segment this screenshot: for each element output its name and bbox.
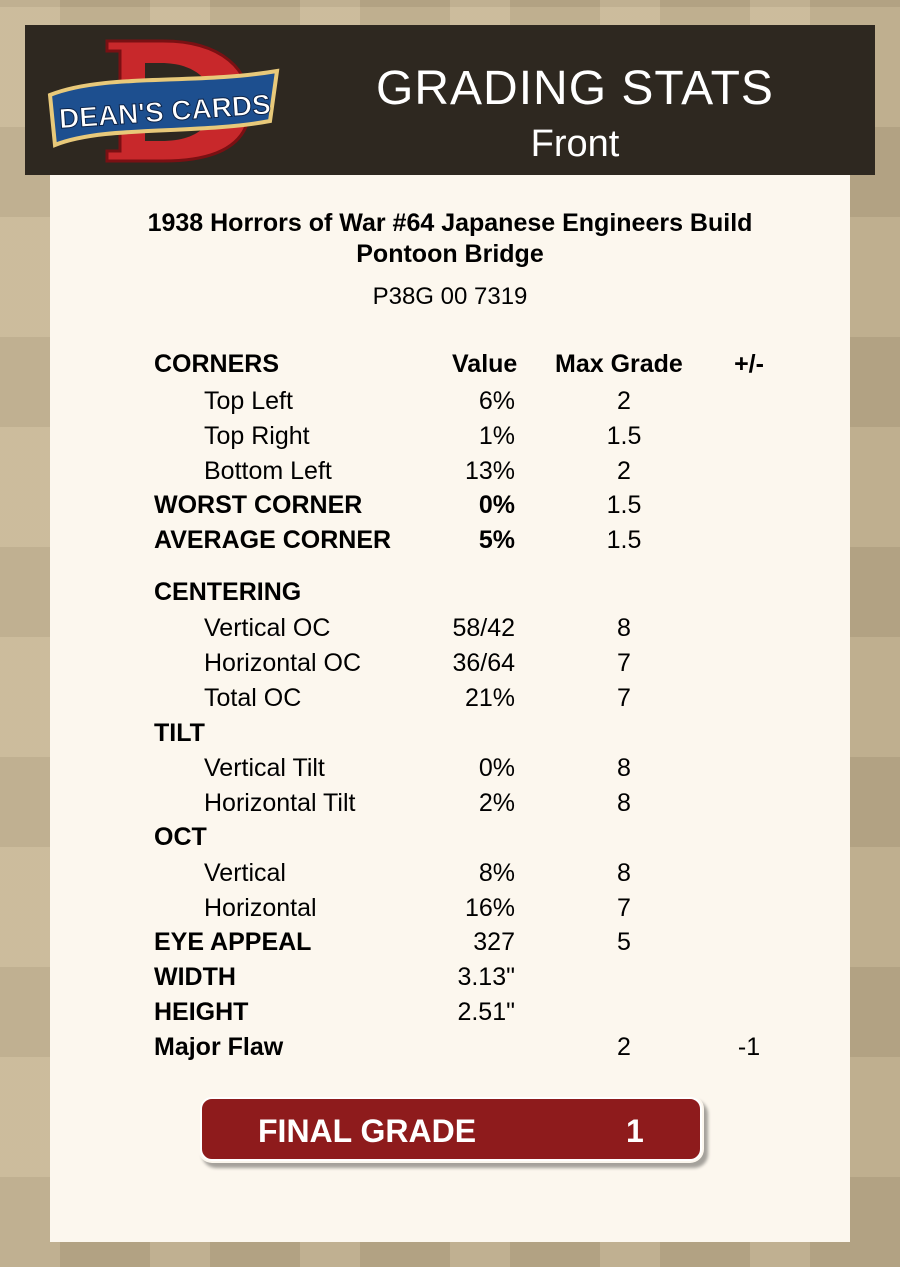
table-row: Top Left 6% 2	[204, 387, 631, 415]
row-value: 2%	[478, 789, 515, 817]
table-row: Total OC 21% 7	[204, 684, 631, 712]
table-row: Top Right 1% 1.5	[204, 422, 642, 450]
table-row: Horizontal OC 36/64 7	[204, 649, 631, 677]
table-row: Bottom Left 13% 2	[204, 457, 631, 485]
row-label: AVERAGE CORNER	[154, 526, 392, 554]
worst-corner-row: WORST CORNER 0% 1.5	[154, 491, 642, 519]
table-row: Vertical Tilt 0% 8	[204, 754, 631, 782]
cert-number: P38G 00 7319	[372, 283, 528, 310]
page-subtitle: Front	[530, 123, 620, 165]
row-value: 16%	[464, 894, 515, 922]
eye-appeal-row: EYE APPEAL 327 5	[154, 928, 631, 956]
grading-sheet	[50, 175, 850, 1242]
row-value: 3.13"	[457, 963, 515, 991]
row-value: 1%	[478, 422, 515, 450]
max-grade-column-header: Max Grade	[555, 350, 683, 378]
row-label: HEIGHT	[154, 998, 249, 1026]
row-label: Major Flaw	[154, 1033, 284, 1061]
logo-text: DEAN'S CARDS	[58, 88, 272, 135]
oct-header-row	[50, 823, 850, 853]
table-row: Vertical OC 58/42 8	[204, 614, 631, 642]
tilt-heading: TILT	[154, 719, 205, 747]
row-label: Bottom Left	[204, 457, 332, 485]
row-label: Horizontal OC	[204, 649, 361, 677]
row-label: Vertical OC	[204, 614, 331, 642]
final-grade-value: 1	[626, 1113, 644, 1149]
table-row: Vertical 8% 8	[204, 859, 631, 887]
height-row	[50, 998, 850, 1028]
row-label: WIDTH	[154, 963, 236, 991]
row-value: 36/64	[452, 649, 515, 677]
row-value: 0%	[478, 754, 515, 782]
row-label: WORST CORNER	[154, 491, 363, 519]
value-column-header: Value	[452, 350, 518, 378]
row-value: 58/42	[452, 614, 515, 642]
row-label: Top Right	[204, 422, 310, 450]
row-value: 8%	[478, 859, 515, 887]
major-flaw-row: Major Flaw 2 -1	[154, 1033, 761, 1061]
centering-heading: CENTERING	[154, 578, 302, 606]
oct-heading: OCT	[154, 823, 207, 851]
table-row: Horizontal 16% 7	[204, 894, 631, 922]
table-row: Horizontal Tilt 2% 8	[204, 789, 631, 817]
page-title: GRADING STATS	[376, 62, 774, 115]
row-value: 0%	[478, 491, 515, 519]
centering-header-row	[50, 578, 850, 608]
corners-header-row: CORNERS Value Max Grade +/-	[154, 350, 764, 378]
row-label: Vertical Tilt	[204, 754, 325, 782]
row-label: Vertical	[204, 859, 286, 887]
row-value: 327	[473, 928, 515, 956]
final-grade-badge	[198, 1095, 704, 1163]
row-label: EYE APPEAL	[154, 928, 312, 956]
corners-heading: CORNERS	[154, 350, 280, 378]
deans-cards-logo	[45, 33, 285, 168]
row-label: Total OC	[204, 684, 302, 712]
row-value: 5%	[478, 526, 515, 554]
row-label: Horizontal Tilt	[204, 789, 356, 817]
row-label: Horizontal	[204, 894, 317, 922]
card-title: 1938 Horrors of War #64 Japanese Engineers Build Pontoon Bridge	[147, 209, 753, 268]
average-corner-row: AVERAGE CORNER 5% 1.5	[154, 526, 642, 554]
tilt-header-row	[50, 719, 850, 749]
row-value: 21%	[464, 684, 515, 712]
header-bar	[25, 25, 875, 175]
width-row	[50, 963, 850, 993]
row-value: 2.51"	[457, 998, 515, 1026]
row-value: 13%	[464, 457, 515, 485]
row-value: 6%	[478, 387, 515, 415]
final-grade-label: FINAL GRADE	[258, 1113, 477, 1149]
row-label: Top Left	[204, 387, 293, 415]
